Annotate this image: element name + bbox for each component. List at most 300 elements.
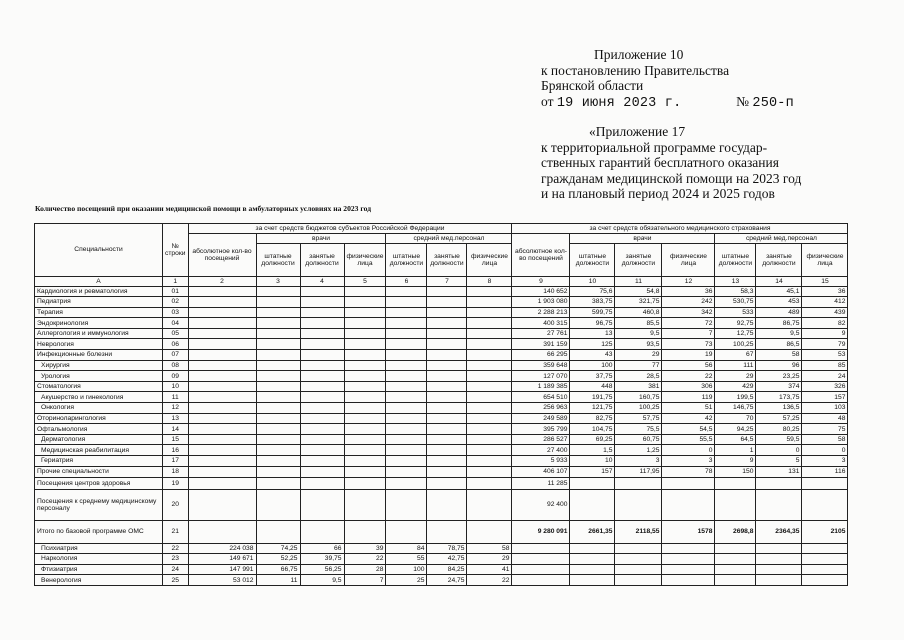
cell-value: 149 671 — [188, 554, 256, 565]
cell-value: 73 — [662, 339, 715, 350]
cell-value: 67 — [715, 350, 756, 361]
header-specialty: Специальности — [35, 224, 163, 277]
cell-value — [188, 328, 256, 339]
cell-value: 22 — [467, 575, 512, 586]
cell-value — [570, 478, 615, 490]
cell-value: 147 991 — [188, 564, 256, 575]
cell-value: 43 — [570, 350, 615, 361]
program-line-4: гражданам медицинской помощи на 2023 год — [541, 170, 802, 186]
cell-value — [300, 434, 344, 445]
cell-value — [188, 434, 256, 445]
cell-value: 0 — [756, 445, 802, 456]
cell-value: 59,5 — [756, 434, 802, 445]
cell-value: 36 — [662, 286, 715, 297]
table-row — [35, 520, 848, 543]
table-row — [35, 381, 848, 392]
cell-value: 29 — [467, 554, 512, 565]
cell-value — [300, 350, 344, 361]
cell-value: 111 — [715, 360, 756, 371]
row-number: 06 — [163, 339, 189, 350]
cell-value — [467, 392, 512, 403]
column-number: 8 — [467, 277, 512, 287]
cell-value — [427, 318, 467, 329]
cell-value: 9 — [802, 328, 848, 339]
cell-value — [300, 489, 344, 520]
cell-value — [427, 381, 467, 392]
cell-value: 100,25 — [715, 339, 756, 350]
cell-value — [756, 554, 802, 565]
cell-value: 36 — [802, 286, 848, 297]
cell-value — [512, 554, 570, 565]
cell-value — [188, 478, 256, 490]
cell-value — [344, 403, 386, 414]
cell-value — [300, 413, 344, 424]
column-number: 1 — [163, 277, 189, 287]
cell-value — [300, 371, 344, 382]
cell-value — [756, 478, 802, 490]
cell-value — [386, 339, 427, 350]
cell-value — [344, 297, 386, 308]
date-prefix: от — [541, 93, 554, 109]
cell-value — [344, 360, 386, 371]
cell-value: 100 — [570, 360, 615, 371]
cell-value — [467, 489, 512, 520]
cell-value — [300, 339, 344, 350]
cell-value: 530,75 — [715, 297, 756, 308]
cell-value — [188, 466, 256, 478]
cell-value: 400 315 — [512, 318, 570, 329]
cell-value: 56 — [662, 360, 715, 371]
cell-value — [256, 350, 300, 361]
cell-value: 27 400 — [512, 445, 570, 456]
table-body — [35, 286, 848, 585]
cell-value: 173,75 — [756, 392, 802, 403]
cell-value — [467, 318, 512, 329]
cell-value: 55 — [386, 554, 427, 565]
region-line: Брянской области — [541, 78, 644, 93]
cell-value: 42,75 — [427, 554, 467, 565]
table-row — [35, 360, 848, 371]
cell-value: 242 — [662, 297, 715, 308]
column-number: 5 — [344, 277, 386, 287]
cell-value: 70 — [715, 413, 756, 424]
cell-value — [256, 424, 300, 435]
cell-value — [344, 466, 386, 478]
cell-value — [256, 392, 300, 403]
cell-value: 55,5 — [662, 434, 715, 445]
cell-value — [256, 297, 300, 308]
cell-value — [570, 575, 615, 586]
cell-value — [188, 318, 256, 329]
cell-value — [756, 489, 802, 520]
row-specialty: Прочие специальности — [35, 466, 163, 478]
header-budget-group: за счет средств бюджетов субъектов Российской Федерации — [188, 224, 512, 234]
column-number: 14 — [756, 277, 802, 287]
table-row — [35, 564, 848, 575]
cell-value: 460,8 — [615, 307, 662, 318]
cell-value — [615, 564, 662, 575]
cell-value: 24,75 — [427, 575, 467, 586]
header-occupied: занятые должности — [300, 244, 344, 277]
cell-value: 160,75 — [615, 392, 662, 403]
table-title: Количество посещений при оказании медицинской помощи в амбулаторных условиях на 2023 год — [35, 204, 372, 213]
cell-value: 146,75 — [715, 403, 756, 414]
row-number: 07 — [163, 350, 189, 361]
cell-value: 2118,55 — [615, 520, 662, 543]
cell-value — [467, 286, 512, 297]
cell-value: 58 — [756, 350, 802, 361]
cell-value: 75,6 — [570, 286, 615, 297]
cell-value — [427, 466, 467, 478]
cell-value: 27 761 — [512, 328, 570, 339]
row-number: 21 — [163, 520, 189, 543]
cell-value — [715, 564, 756, 575]
row-specialty: Инфекционные болезни — [35, 350, 163, 361]
cell-value — [802, 489, 848, 520]
cell-value — [467, 520, 512, 543]
cell-value: 191,75 — [570, 392, 615, 403]
cell-value: 1 903 080 — [512, 297, 570, 308]
cell-value — [427, 489, 467, 520]
row-number: 23 — [163, 554, 189, 565]
table-row — [35, 371, 848, 382]
cell-value: 224 038 — [188, 543, 256, 554]
cell-value: 29 — [715, 371, 756, 382]
cell-value — [427, 339, 467, 350]
header-nurses: средний мед.персонал — [386, 234, 512, 244]
cell-value — [300, 445, 344, 456]
cell-value: 157 — [802, 392, 848, 403]
cell-value — [386, 413, 427, 424]
column-number: 11 — [615, 277, 662, 287]
column-number: 7 — [427, 277, 467, 287]
table-row — [35, 328, 848, 339]
cell-value — [300, 466, 344, 478]
cell-value: 66 — [300, 543, 344, 554]
cell-value — [344, 350, 386, 361]
cell-value: 22 — [662, 371, 715, 382]
cell-value — [256, 434, 300, 445]
row-specialty: Дерматология — [35, 434, 163, 445]
cell-value: 93,5 — [615, 339, 662, 350]
cell-value — [300, 520, 344, 543]
cell-value — [427, 371, 467, 382]
date-line — [541, 94, 794, 112]
cell-value — [188, 286, 256, 297]
cell-value — [427, 328, 467, 339]
cell-value — [188, 403, 256, 414]
cell-value: 58 — [467, 543, 512, 554]
column-number: 2 — [188, 277, 256, 287]
cell-value — [344, 371, 386, 382]
cell-value: 85 — [802, 360, 848, 371]
cell-value: 150 — [715, 466, 756, 478]
program-line-1: «Приложение 17 — [589, 124, 686, 139]
cell-value — [256, 466, 300, 478]
row-specialty: Кардиология и ревматология — [35, 286, 163, 297]
cell-value: 342 — [662, 307, 715, 318]
cell-value — [570, 489, 615, 520]
program-line-2: к территориальной программе государ- — [541, 139, 768, 155]
row-number: 04 — [163, 318, 189, 329]
cell-value — [256, 318, 300, 329]
row-specialty: Офтальмология — [35, 424, 163, 435]
column-number: 4 — [300, 277, 344, 287]
cell-value: 103 — [802, 403, 848, 414]
cell-value: 39,75 — [300, 554, 344, 565]
cell-value: 66 295 — [512, 350, 570, 361]
table-row — [35, 543, 848, 554]
table-row — [35, 403, 848, 414]
cell-value — [467, 403, 512, 414]
header-abs-visits: абсолютное кол-во посещений — [188, 234, 256, 277]
cell-value — [662, 575, 715, 586]
cell-value — [344, 520, 386, 543]
cell-value — [715, 554, 756, 565]
cell-value: 2105 — [802, 520, 848, 543]
cell-value: 96 — [756, 360, 802, 371]
cell-value — [467, 434, 512, 445]
cell-value: 28,5 — [615, 371, 662, 382]
header-oms-group: за счет средств обязательного медицинского страхования — [512, 224, 848, 234]
row-specialty: Венерология — [35, 575, 163, 586]
cell-value — [256, 286, 300, 297]
row-specialty: Наркология — [35, 554, 163, 565]
cell-value: 92,75 — [715, 318, 756, 329]
cell-value — [386, 307, 427, 318]
column-number: 10 — [570, 277, 615, 287]
row-number: 01 — [163, 286, 189, 297]
cell-value: 25 — [386, 575, 427, 586]
cell-value — [256, 339, 300, 350]
cell-value: 136,5 — [756, 403, 802, 414]
cell-value — [427, 360, 467, 371]
cell-value — [467, 466, 512, 478]
header-abs-visits-oms: абсолютное кол-во посещений — [512, 234, 570, 277]
cell-value: 406 107 — [512, 466, 570, 478]
cell-value — [512, 575, 570, 586]
table-row — [35, 350, 848, 361]
cell-value: 5 933 — [512, 456, 570, 467]
cell-value — [756, 543, 802, 554]
row-specialty: Психиатрия — [35, 543, 163, 554]
header-persons: физические лица — [662, 244, 715, 277]
cell-value: 60,75 — [615, 434, 662, 445]
cell-value — [427, 403, 467, 414]
column-number: 13 — [715, 277, 756, 287]
cell-value: 7 — [344, 575, 386, 586]
cell-value: 86,75 — [756, 318, 802, 329]
row-number: 25 — [163, 575, 189, 586]
cell-value — [300, 392, 344, 403]
cell-value: 10 — [570, 456, 615, 467]
cell-value: 1 — [715, 445, 756, 456]
cell-value: 69,25 — [570, 434, 615, 445]
cell-value — [256, 456, 300, 467]
cell-value — [188, 371, 256, 382]
cell-value: 57,75 — [615, 413, 662, 424]
cell-value: 439 — [802, 307, 848, 318]
cell-value: 58 — [802, 434, 848, 445]
cell-value: 41 — [467, 564, 512, 575]
row-number: 20 — [163, 489, 189, 520]
header-nurses-oms: средний мед.персонал — [715, 234, 848, 244]
column-number: 6 — [386, 277, 427, 287]
cell-value — [570, 554, 615, 565]
row-number: 09 — [163, 371, 189, 382]
cell-value: 77 — [615, 360, 662, 371]
cell-value: 51 — [662, 403, 715, 414]
row-specialty: Медицинская реабилитация — [35, 445, 163, 456]
cell-value: 125 — [570, 339, 615, 350]
cell-value: 489 — [756, 307, 802, 318]
row-number: 03 — [163, 307, 189, 318]
cell-value — [344, 456, 386, 467]
cell-value: 249 589 — [512, 413, 570, 424]
cell-value: 82,75 — [570, 413, 615, 424]
cell-value — [188, 520, 256, 543]
cell-value: 374 — [756, 381, 802, 392]
cell-value — [467, 456, 512, 467]
table-row — [35, 318, 848, 329]
cell-value — [427, 307, 467, 318]
table-row — [35, 554, 848, 565]
table-row — [35, 466, 848, 478]
header-persons: физические лица — [467, 244, 512, 277]
cell-value: 654 510 — [512, 392, 570, 403]
cell-value: 58,3 — [715, 286, 756, 297]
cell-value — [256, 360, 300, 371]
header-staff: штатные должности — [386, 244, 427, 277]
cell-value: 127 070 — [512, 371, 570, 382]
cell-value: 75,5 — [615, 424, 662, 435]
cell-value — [615, 554, 662, 565]
cell-value: 53 — [802, 350, 848, 361]
cell-value — [188, 413, 256, 424]
cell-value — [300, 381, 344, 392]
cell-value: 39 — [344, 543, 386, 554]
cell-value: 84 — [386, 543, 427, 554]
cell-value — [512, 564, 570, 575]
cell-value — [467, 360, 512, 371]
cell-value — [256, 413, 300, 424]
cell-value: 199,5 — [715, 392, 756, 403]
cell-value: 75 — [802, 424, 848, 435]
cell-value: 78,75 — [427, 543, 467, 554]
header-occupied: занятые должности — [427, 244, 467, 277]
column-number: А — [35, 277, 163, 287]
cell-value — [802, 543, 848, 554]
cell-value: 100 — [386, 564, 427, 575]
cell-value: 256 963 — [512, 403, 570, 414]
cell-value — [467, 339, 512, 350]
cell-value — [427, 478, 467, 490]
cell-value: 52,25 — [256, 554, 300, 565]
cell-value — [256, 489, 300, 520]
row-number: 14 — [163, 424, 189, 435]
cell-value — [427, 297, 467, 308]
row-specialty: Посещения к среднему медицинскому персоналу — [35, 489, 163, 520]
cell-value — [427, 456, 467, 467]
cell-value — [256, 520, 300, 543]
cell-value — [188, 424, 256, 435]
cell-value: 78 — [662, 466, 715, 478]
table-row — [35, 575, 848, 586]
cell-value: 395 799 — [512, 424, 570, 435]
cell-value — [344, 307, 386, 318]
cell-value: 116 — [802, 466, 848, 478]
cell-value: 9,5 — [756, 328, 802, 339]
row-specialty: Посещения центров здоровья — [35, 478, 163, 490]
cell-value: 359 648 — [512, 360, 570, 371]
cell-value — [615, 478, 662, 490]
cell-value — [386, 286, 427, 297]
cell-value — [615, 489, 662, 520]
cell-value — [188, 307, 256, 318]
cell-value: 2698,8 — [715, 520, 756, 543]
cell-value: 45,1 — [756, 286, 802, 297]
cell-value: 84,25 — [427, 564, 467, 575]
cell-value — [467, 478, 512, 490]
cell-value: 2364,35 — [756, 520, 802, 543]
cell-value — [344, 339, 386, 350]
cell-value — [427, 434, 467, 445]
header-occupied: занятые должности — [756, 244, 802, 277]
header-persons: физические лица — [802, 244, 848, 277]
cell-value — [386, 456, 427, 467]
row-specialty: Неврология — [35, 339, 163, 350]
cell-value — [802, 564, 848, 575]
cell-value: 74,25 — [256, 543, 300, 554]
cell-value — [386, 318, 427, 329]
cell-value — [188, 297, 256, 308]
cell-value: 92 400 — [512, 489, 570, 520]
cell-value: 13 — [570, 328, 615, 339]
cell-value — [300, 307, 344, 318]
cell-value: 9 — [715, 456, 756, 467]
row-number: 22 — [163, 543, 189, 554]
cell-value — [256, 328, 300, 339]
cell-value: 286 527 — [512, 434, 570, 445]
cell-value: 94,25 — [715, 424, 756, 435]
cell-value — [344, 478, 386, 490]
cell-value — [188, 350, 256, 361]
row-number: 12 — [163, 403, 189, 414]
cell-value: 9,5 — [300, 575, 344, 586]
cell-value: 57,25 — [756, 413, 802, 424]
row-specialty: Аллергология и иммунология — [35, 328, 163, 339]
table-row — [35, 424, 848, 435]
column-number: 9 — [512, 277, 570, 287]
cell-value — [344, 392, 386, 403]
cell-value — [427, 413, 467, 424]
cell-value: 86,5 — [756, 339, 802, 350]
cell-value — [344, 328, 386, 339]
cell-value: 56,25 — [300, 564, 344, 575]
cell-value: 0 — [662, 445, 715, 456]
cell-value — [756, 564, 802, 575]
column-number-row — [35, 277, 848, 287]
cell-value — [570, 564, 615, 575]
cell-value — [467, 297, 512, 308]
cell-value — [715, 478, 756, 490]
header-doctors-oms: врачи — [570, 234, 715, 244]
cell-value — [467, 371, 512, 382]
table-row — [35, 489, 848, 520]
table-row — [35, 297, 848, 308]
cell-value: 1578 — [662, 520, 715, 543]
cell-value — [256, 445, 300, 456]
